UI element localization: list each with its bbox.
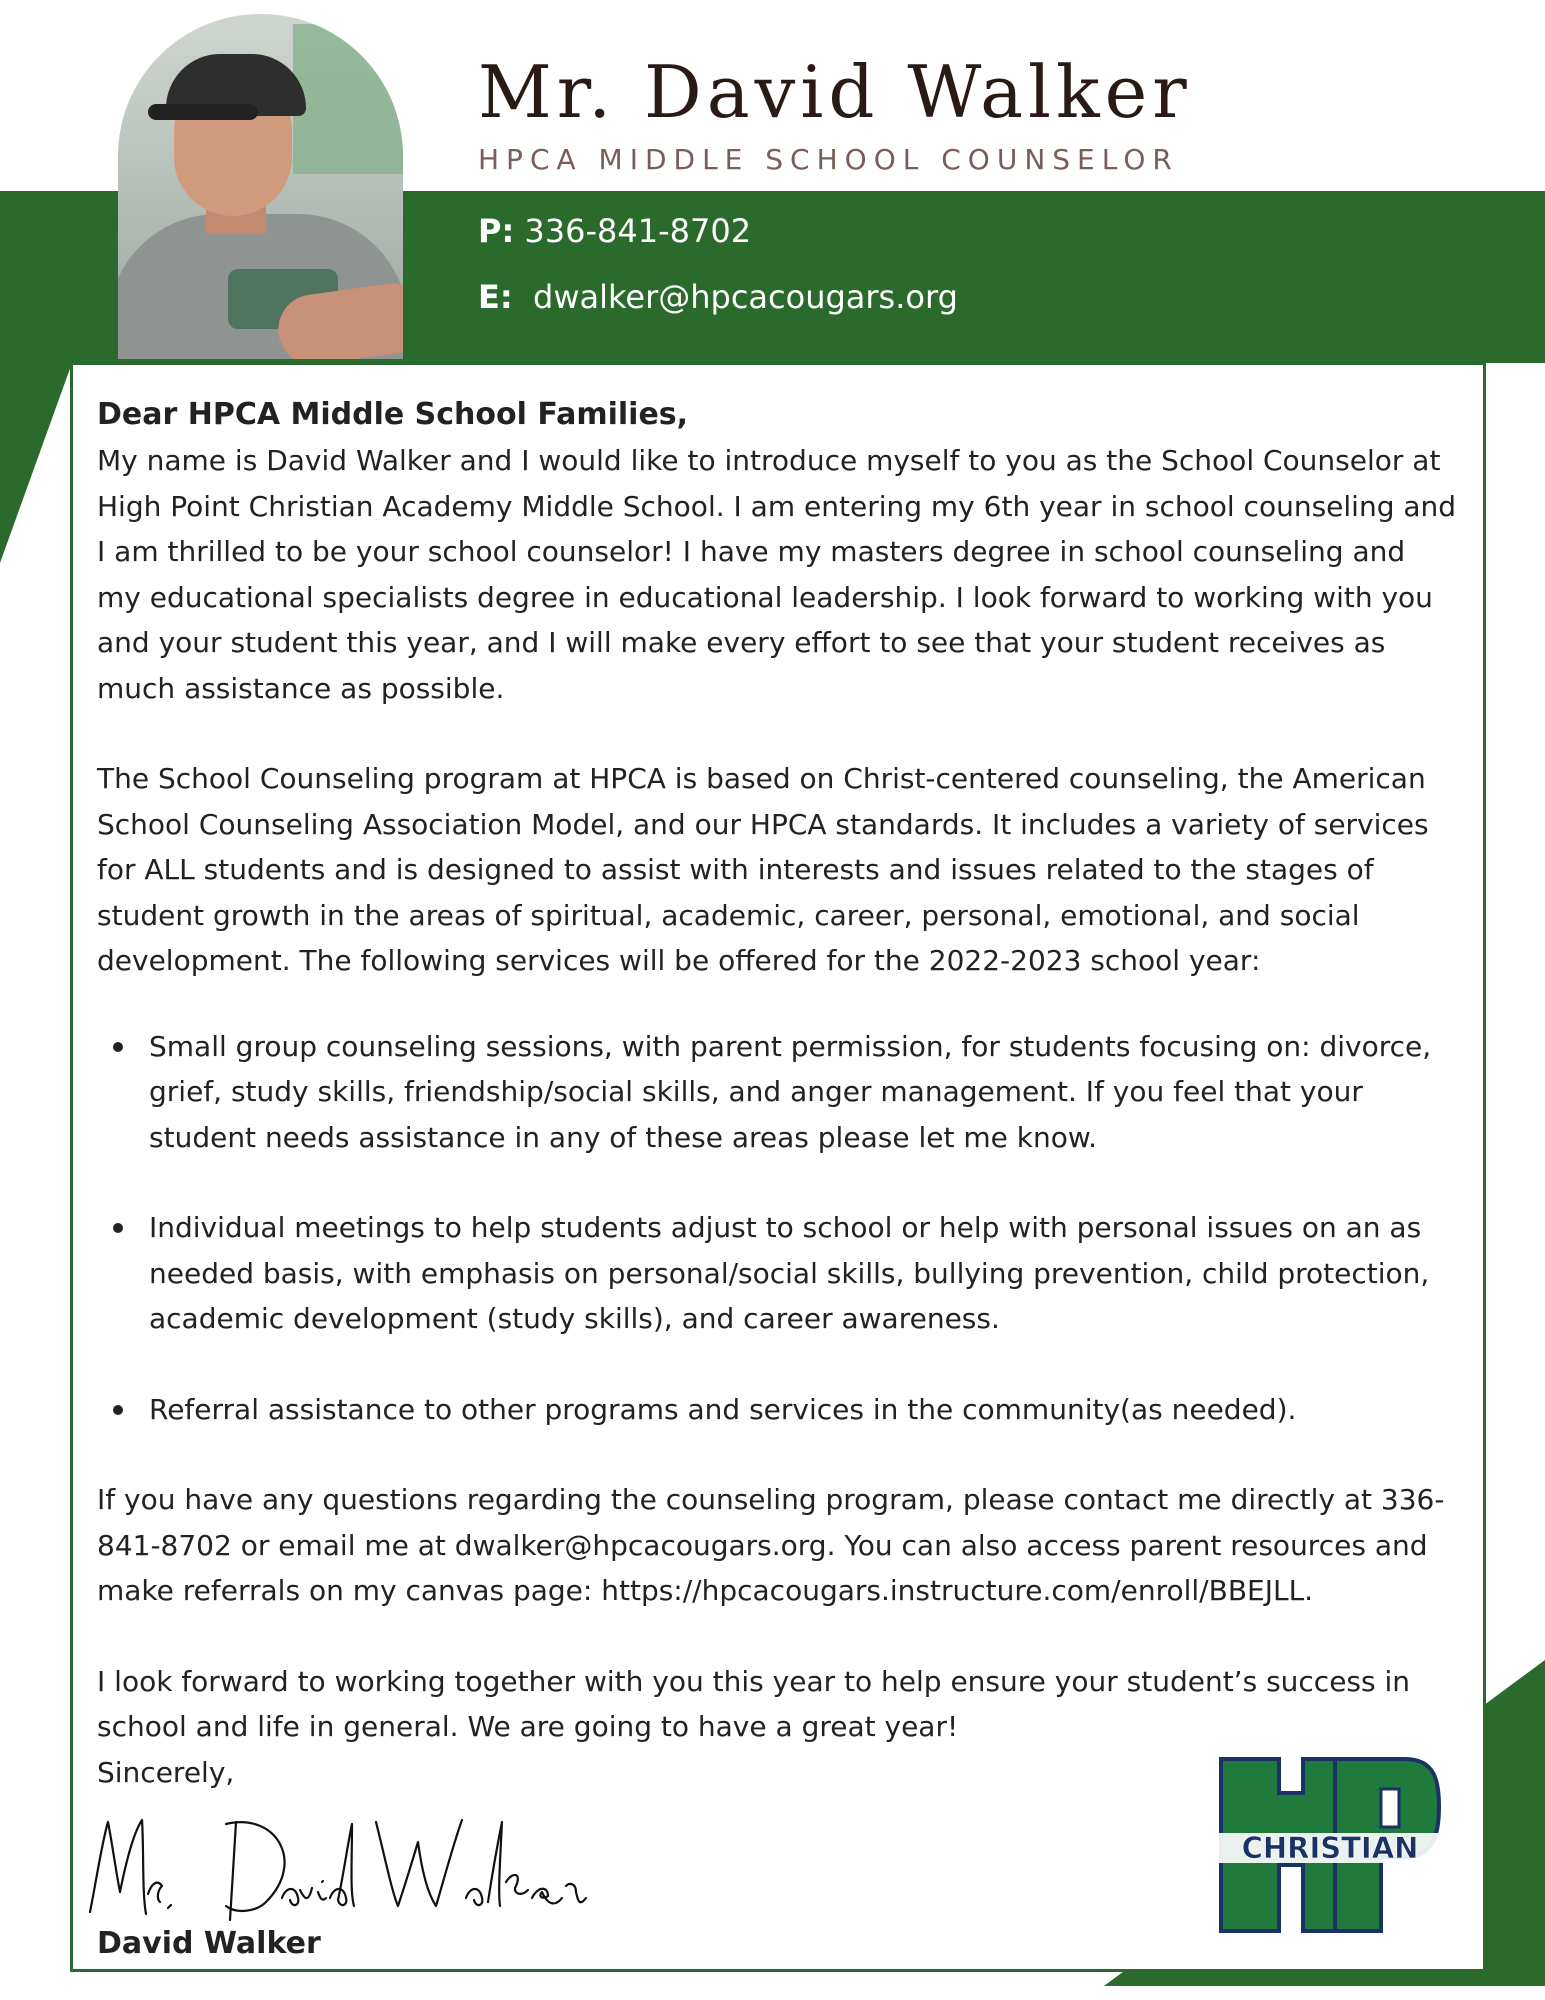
contact-phone bbox=[478, 212, 751, 250]
bullet-dot bbox=[113, 1405, 123, 1415]
program-paragraph: The School Counseling program at HPCA is based on Christ-centered counseling, the American School Counseling Association Model, and our HPCA standards. It includes a variety of services for ALL students and is designed to assist with interests and issues related to the stages of student growth in the areas of spiritual, academic, career, personal, emotional, and social development. The following services will be offered for the 2022-2023 school year: bbox=[97, 762, 1429, 977]
signoff: Sincerely, bbox=[97, 1755, 235, 1789]
list-item: Small group counseling sessions, with parent permission, for students focusing on: divorce, grief, study skills, friendship/social skills, and anger management. If you feel that your student needs assistance in any of these areas please let me know. bbox=[97, 1024, 1457, 1161]
signature bbox=[86, 1802, 626, 1932]
bullet-dot bbox=[113, 1042, 123, 1052]
hp-christian-logo bbox=[1215, 1755, 1445, 1935]
contact-paragraph: If you have any questions regarding the counseling program, please contact me directly at 336-841-8702 or email me at dwalker@hpcacougars.org. You can also access parent resources and make referrals on my canvas page: https://hpcacougars.instructure.com/enroll/BBEJLL. bbox=[97, 1483, 1445, 1607]
contact-email bbox=[478, 278, 958, 316]
greeting: Dear HPCA Middle School Families, bbox=[97, 397, 689, 432]
profile-photo bbox=[118, 14, 403, 359]
phone-value[interactable]: 336-841-8702 bbox=[524, 212, 752, 250]
signer-name: David Walker bbox=[97, 1926, 321, 1961]
closing-paragraph: I look forward to working together with you this year to help ensure your student’s success in school and life in general. We are going to have a great year! bbox=[97, 1664, 1411, 1743]
list-item: Referral assistance to other programs and services in the community(as needed). bbox=[97, 1387, 1457, 1433]
subtitle-role: HPCA MIDDLE SCHOOL COUNSELOR bbox=[478, 143, 1179, 176]
services-list bbox=[97, 1024, 1457, 1433]
list-item: Individual meetings to help students adjust to school or help with personal issues on an as needed basis, with emphasis on personal/social skills, bullying prevention, child protection, academic development (study skills), and career awareness. bbox=[97, 1205, 1457, 1342]
phone-label: P: bbox=[478, 212, 515, 250]
letter-body bbox=[97, 392, 1457, 1795]
page-title: Mr. David Walker bbox=[478, 50, 1192, 134]
left-green-triangle bbox=[0, 363, 72, 563]
email-value[interactable]: dwalker@hpcacougars.org bbox=[533, 278, 958, 316]
bullet-dot bbox=[113, 1223, 123, 1233]
logo-text: CHRISTIAN bbox=[1241, 1831, 1419, 1865]
bottom-white-strip bbox=[0, 1986, 1545, 2000]
email-label: E: bbox=[478, 278, 513, 316]
intro-paragraph: My name is David Walker and I would like to introduce myself to you as the School Counselor at High Point Christian Academy Middle School. I am entering my 6th year in school counseling and I am thrilled to be your school counselor! I have my masters degree in school counseling and my educational specialists degree in educational leadership. I look forward to working with you and your student this year, and I will make every effort to see that your student receives as much assistance as possible. bbox=[97, 444, 1457, 705]
